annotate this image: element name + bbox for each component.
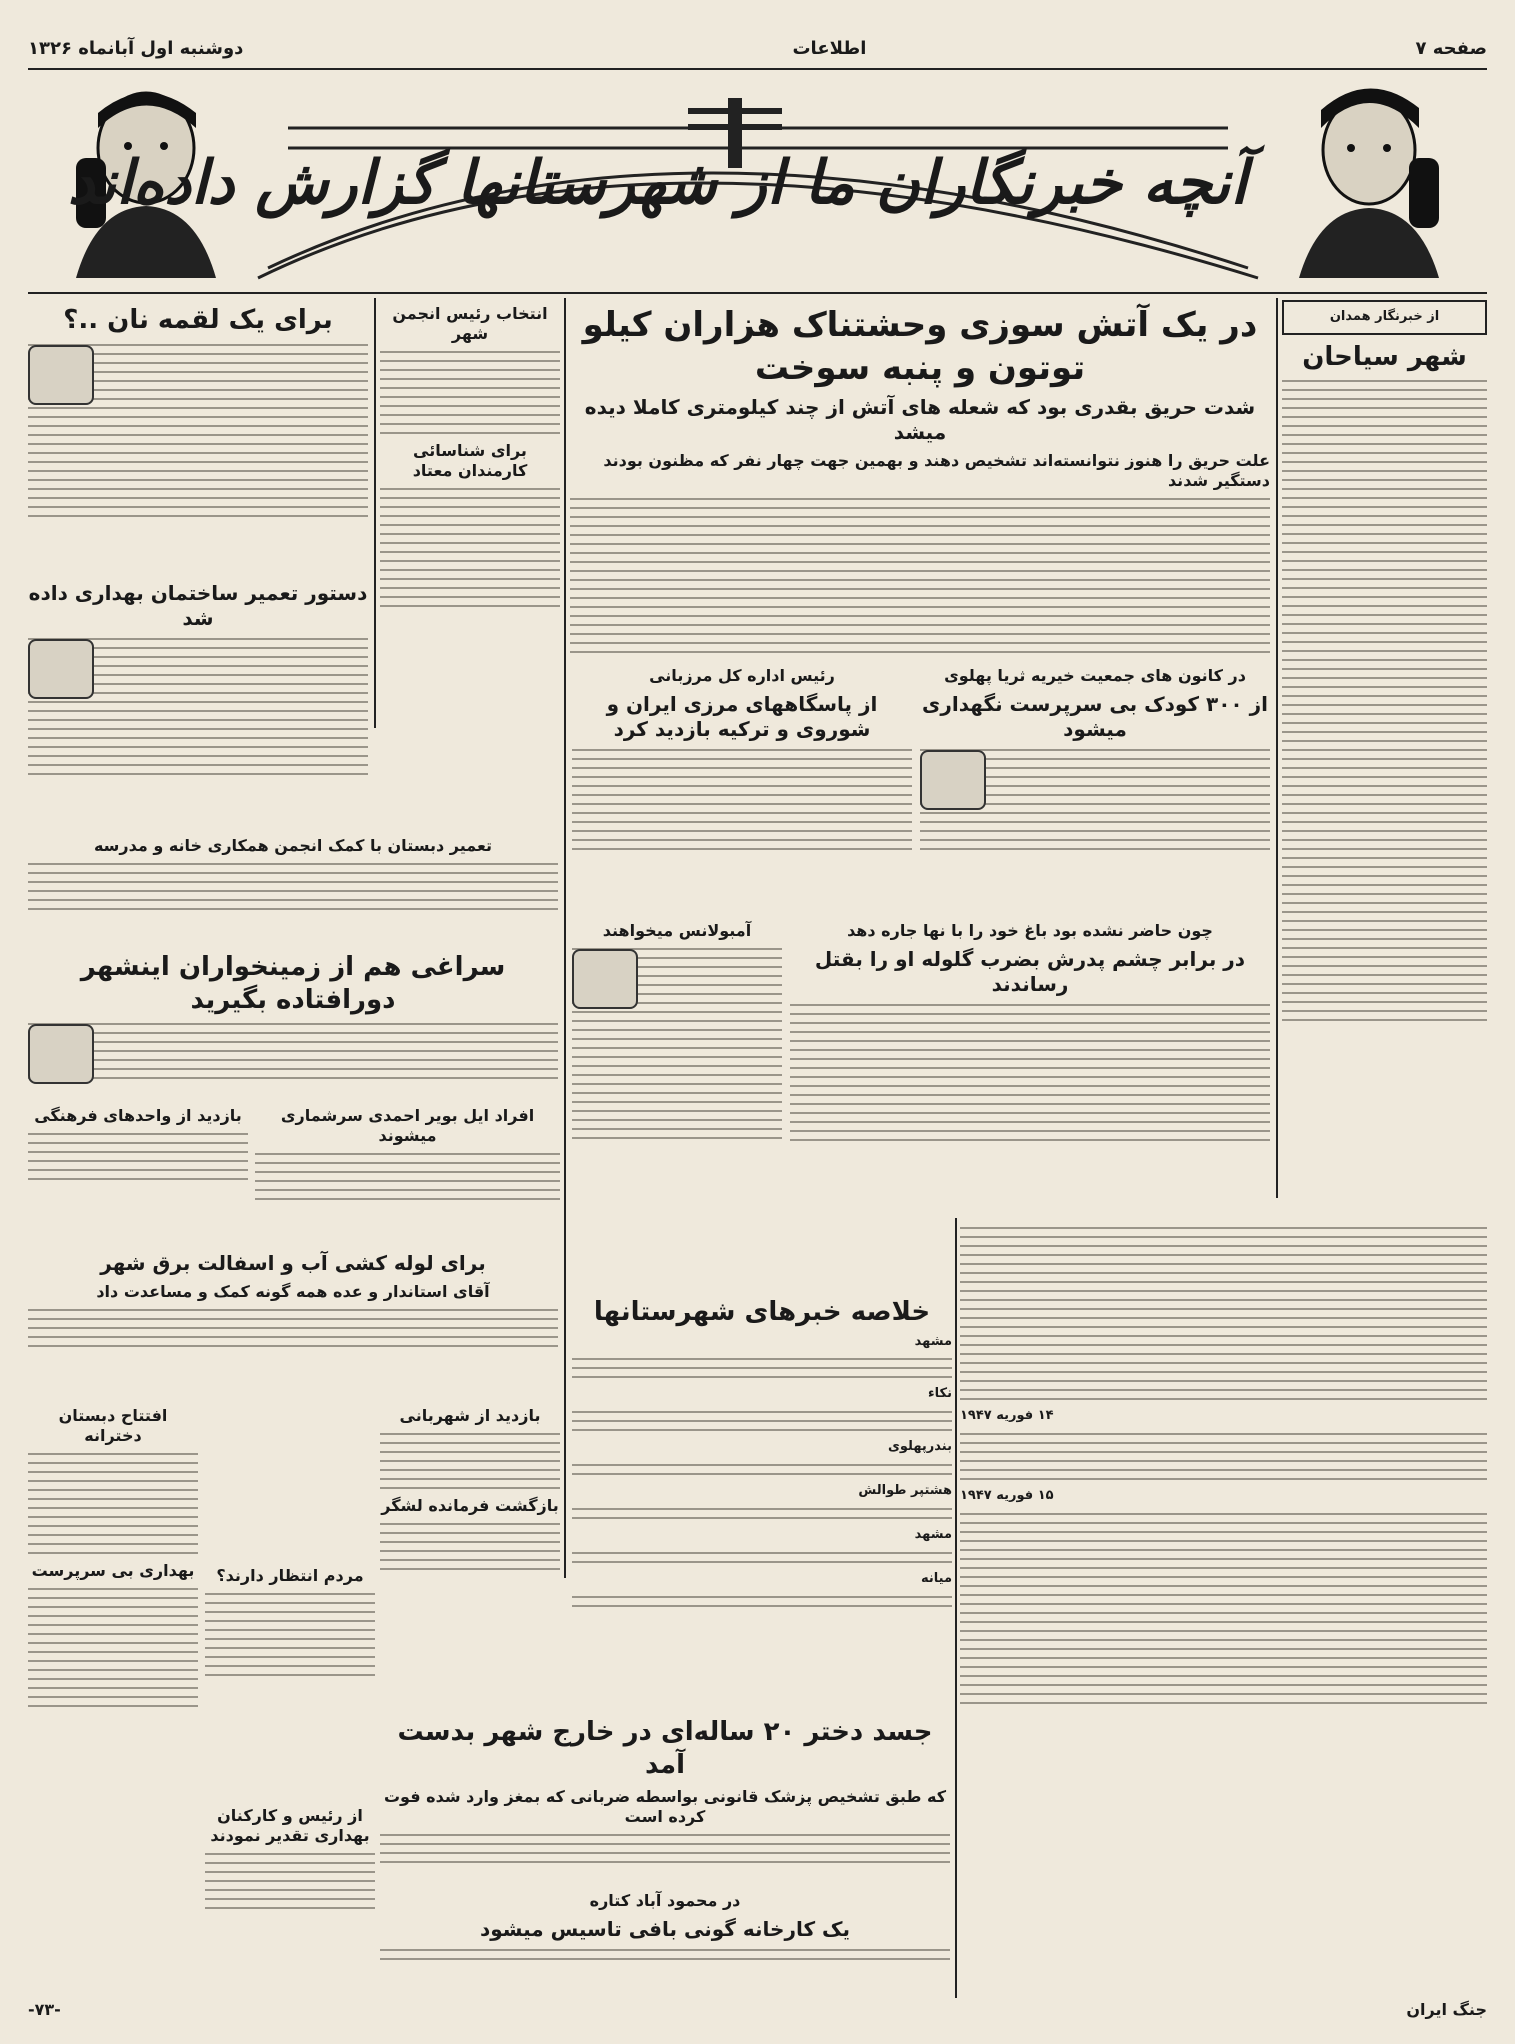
building-illustration — [28, 639, 94, 699]
banner-headline: آنچه خبرنگاران ما از شهرستانها گزارش داده‌اند — [67, 148, 1247, 218]
divider — [1276, 298, 1278, 1198]
article-body-governor — [380, 1523, 560, 1570]
banner — [28, 78, 1487, 288]
article-title-bread: برای یک لقمه نان ..؟ — [63, 305, 333, 335]
ambulance-illustration — [572, 949, 638, 1009]
article-title-border: از پاسگاههای مرزی ایران و شوروی و ترکیه بازدید کرد — [606, 692, 878, 741]
article-body-police — [380, 1433, 560, 1489]
article-waiting — [205, 1560, 375, 1780]
article-title-culture: بازدید از واحدهای فرهنگی — [34, 1106, 242, 1125]
lead-subhead: شدت حریق بقدری بود که شعله های آتش از چند کیلومتری کاملا دیده میشد — [584, 395, 1256, 444]
summary-item-body — [572, 1358, 952, 1378]
summary-item: هشتپر طوالش — [858, 1483, 952, 1499]
masthead — [28, 28, 1487, 70]
article-title-census: افراد ایل بویر احمدی سرشماری میشوند — [280, 1106, 535, 1145]
article-workers — [205, 1800, 375, 1990]
article-body-addicts — [380, 488, 560, 607]
lead-story — [570, 298, 1270, 658]
footer-label: جنگ ایران — [1406, 2000, 1487, 2019]
article-title-workers: از رئیس و کارکنان بهداری تقدیر نمودند — [210, 1806, 370, 1845]
article-rebuild — [28, 575, 368, 825]
notice-date: ۱۴ فوریه ۱۹۴۷ — [960, 1408, 1054, 1423]
article-title-addicts: برای شناسائی کارمندان معتاد — [412, 441, 528, 480]
article-title-waiting: مردم انتظار دارند؟ — [216, 1566, 364, 1585]
article-title-factory: یک کارخانه گونی بافی تاسیس میشود — [479, 1917, 851, 1941]
summary-item-body — [572, 1464, 952, 1475]
article-deck-body-found: که طبق تشخیص پزشک قانونی بواسطه ضربانی که بمغز وارد شده فوت کرده است — [383, 1787, 947, 1826]
article-title-governor: بازگشت فرمانده لشگر — [381, 1496, 559, 1515]
lead-headline: در یک آتش سوزی وحشتناک هزاران کیلو توتون و پنبه سوخت — [582, 305, 1258, 388]
divider — [955, 1218, 957, 1998]
article-title-election: انتخاب رئیس انجمن شهر — [392, 304, 548, 343]
notice-body — [960, 1227, 1487, 1400]
article-title-tabriz: از ۳۰۰ کودک بی سرپرست نگهداری میشود — [922, 692, 1268, 741]
column-police — [380, 1400, 560, 1700]
article-title-orchard: سراغی هم از زمینخواران اینشهر دورافتاده بگیرید — [80, 952, 506, 1015]
summary-title: خلاصه خبرهای شهرستانها — [593, 1297, 931, 1327]
official-notice — [960, 1220, 1487, 1980]
article-kicker-border: رئیس اداره کل مرزبانی — [649, 666, 835, 685]
summary-item: میانه — [920, 1570, 952, 1586]
article-deck-water: آقای استاندار و عده همه گونه کمک و مساعدت داد — [96, 1282, 490, 1301]
lead-deck: علت حریق را هنوز نتوانسته‌اند تشخیص دهند و بهمین جهت چهار نفر که مظنون بودند دستگیر شدند — [603, 451, 1270, 490]
article-body-murder — [790, 1004, 1270, 1141]
summary-item: نکاء — [928, 1386, 952, 1402]
summary-item-body — [572, 1596, 952, 1607]
article-body-census — [255, 1153, 560, 1200]
summary-item: مشهد — [914, 1333, 952, 1349]
page-number: صفحه ۷ — [1415, 37, 1487, 59]
article-kicker-murder: چون حاضر نشده بود باغ خود را با نها جاره دهد — [847, 921, 1213, 940]
article-title-school: تعمیر دبستان با کمک انجمن همکاری خانه و مدرسه — [93, 836, 493, 855]
article-body-election — [380, 351, 560, 434]
article-body-border — [572, 749, 912, 850]
article-murder — [790, 915, 1270, 1215]
tabriz-illustration — [920, 750, 986, 810]
article-title-tourists: شهر سیاحان — [1302, 341, 1467, 372]
summary-item-body — [572, 1411, 952, 1431]
notice-body — [960, 1433, 1487, 1480]
summary-item-body — [572, 1552, 952, 1563]
article-title-ambulance: آمبولانس میخواهند — [602, 921, 752, 940]
article-body-found — [380, 1710, 950, 1880]
telephone-reporter-illustration — [1269, 88, 1479, 278]
notice-date: ۱۵ فوریه ۱۹۴۷ — [960, 1487, 1054, 1503]
article-orchard — [28, 945, 558, 1095]
source-label: از خبرنگار همدان — [1282, 300, 1487, 335]
article-ambulance — [572, 915, 782, 1285]
summary-item-body — [572, 1508, 952, 1519]
notice-body — [960, 1513, 1487, 1704]
article-body-health — [28, 1588, 198, 1707]
article-bread — [28, 298, 368, 568]
article-title-police: بازدید از شهربانی — [399, 1406, 541, 1425]
divider — [564, 298, 566, 1578]
article-census — [255, 1100, 560, 1240]
article-body-culture — [28, 1133, 248, 1180]
paper-name: اطلاعات — [792, 37, 867, 59]
article-deck-tabriz: در کانون های جمعیت خیریه ثریا پهلوی — [944, 666, 1246, 685]
article-body-school — [28, 863, 558, 910]
article-factory — [380, 1885, 950, 1995]
article-body-factory — [380, 1949, 950, 1960]
column-right — [1282, 298, 1487, 1198]
article-kicker-factory: در محمود آباد کتاره — [589, 1891, 741, 1910]
article-school — [28, 830, 558, 940]
article-title-water: برای لوله کشی آب و اسفالت برق شهر — [100, 1251, 486, 1275]
divider — [28, 292, 1487, 294]
article-body-opening — [28, 1453, 198, 1554]
column-left-bottom — [28, 1400, 198, 1990]
article-body-waiting — [205, 1593, 375, 1676]
article-title-rebuild: دستور تعمیر ساختمان بهداری داده شد — [28, 581, 368, 630]
article-title-body-found: جسد دختر ۲۰ ساله‌ای در خارج شهر بدست آمد — [397, 1717, 933, 1780]
article-title-murder: در برابر چشم پدرش بضرب گلوله او را بقتل رساندند — [814, 947, 1246, 996]
orchard-illustration — [28, 1024, 94, 1084]
article-border — [572, 660, 912, 910]
summary-section — [572, 1290, 952, 1680]
footer-code: -۷۳- — [28, 2000, 61, 2019]
divider — [374, 298, 376, 728]
article-culture — [28, 1100, 248, 1240]
article-tabriz — [920, 660, 1270, 910]
bread-illustration — [28, 345, 94, 405]
footer — [28, 2000, 1487, 2024]
article-body-workers — [205, 1853, 375, 1909]
summary-item: بندرپهلوی — [887, 1439, 952, 1455]
article-body-water — [28, 1309, 558, 1347]
article-body-orchard — [28, 1023, 558, 1079]
article-water — [28, 1245, 558, 1395]
article-title-health: بهداری بی سرپرست — [31, 1561, 195, 1580]
article-body-tourists — [1282, 380, 1487, 1021]
article-text-body-found — [380, 1834, 950, 1863]
summary-item: مشهد — [914, 1526, 952, 1542]
article-title-opening: افتتاح دبستان دخترانه — [58, 1406, 168, 1445]
lead-body — [570, 498, 1270, 658]
column-mid-left — [380, 298, 560, 728]
issue-date: دوشنبه اول آبانماه ۱۳۲۶ — [28, 37, 244, 59]
